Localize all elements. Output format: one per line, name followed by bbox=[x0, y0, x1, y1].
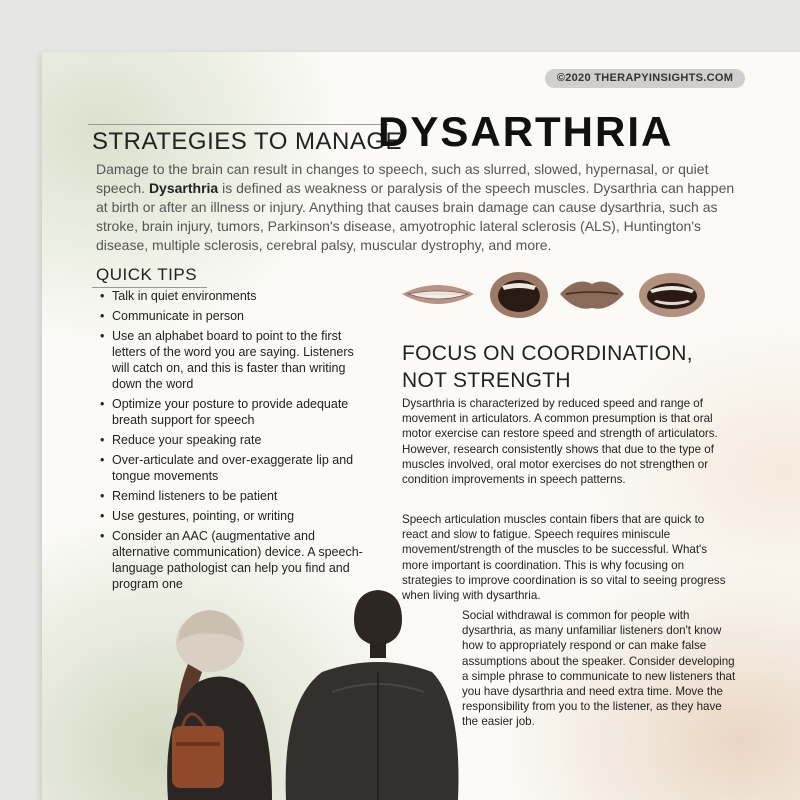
list-item: • Remind listeners to be patient bbox=[100, 488, 370, 504]
list-item: • Use an alphabet board to point to the first letters of the word you are saying. Listeners will catch on, and this is faster than writing down the word bbox=[100, 328, 370, 392]
list-item: • Optimize your posture to provide adequate breath support for speech bbox=[100, 396, 370, 428]
wide-open-mouth-icon bbox=[636, 270, 708, 320]
quick-tips-heading: QUICK TIPS bbox=[96, 265, 198, 284]
title-prefix: STRATEGIES TO MANAGE bbox=[92, 128, 403, 155]
list-item: • Use gestures, pointing, or writing bbox=[100, 508, 370, 524]
open-mouth-icon bbox=[488, 270, 550, 320]
focus-paragraph-1: Dysarthria is characterized by reduced speed and range of movement in articulators. A common presumption is that oral motor exercise can restore speed and strength of articulators. However, research consistently shows that due to the type of muscles involved, oral motor exercises do not strengthen or condition improvements in speech patterns. bbox=[402, 397, 718, 487]
list-item: • Communicate in person bbox=[100, 308, 370, 324]
page-title: DYSARTHRIA bbox=[378, 108, 674, 155]
smiling-lips-icon bbox=[398, 270, 478, 318]
focus-paragraph-2: Speech articulation muscles contain fibers that are quick to react and slow to fatigue. Speech requires miniscule movement/strength of the muscles to be successful. What's more important is coordination. This is why focusing on strategies to improve coordination is so vital to seeing progress when living with dysarthria. bbox=[402, 513, 726, 603]
couple-sitting-photo bbox=[132, 572, 462, 800]
intro-term: Dysarthria bbox=[148, 180, 219, 196]
focus-heading-line-1: FOCUS ON COORDINATION, bbox=[402, 342, 693, 365]
copyright-badge: ©2020 THERAPYINSIGHTS.COM bbox=[545, 69, 745, 88]
quick-tips-list bbox=[100, 288, 370, 596]
intro-text-2: is defined as weakness or paralysis of the speech muscles. Dysarthria can happen at birth or after an illness or injury. Anything that causes brain damage can cause dysarthria, such as stroke, brain injury, tumors, Parkinson's disease, amyotrophic lateral sclerosis (ALS), Huntington's disease, multiple sclerosis, cerebral palsy, muscular dystrophy, and more. bbox=[96, 180, 735, 253]
intro-text-1: Damage to the brain can result in changes to speech, such as slurred, slowed, hypernasal, or quiet speech. bbox=[96, 161, 709, 196]
title-divider bbox=[88, 124, 388, 125]
list-item: • Reduce your speaking rate bbox=[100, 432, 370, 448]
handout-page bbox=[42, 52, 800, 800]
pursed-lips-icon bbox=[556, 270, 628, 318]
focus-heading bbox=[402, 340, 732, 394]
list-item: • Over-articulate and over-exaggerate lip and tongue movements bbox=[100, 452, 370, 484]
list-item: • Consider an AAC (augmentative and alternative communication) device. A speech-language pathologist can help you find and program one bbox=[100, 528, 370, 592]
focus-paragraph-3: Social withdrawal is common for people with dysarthria, as many unfamiliar listeners don't know how to appropriately respond or can make false assumptions about the speaker. Consider developing a simple phrase to communicate to new listeners that you have dysarthria and need extra time. Move the responsibility from you to the listener, as they have the easier job. bbox=[462, 609, 736, 729]
intro-paragraph bbox=[96, 160, 736, 255]
focus-heading-line-2: NOT STRENGTH bbox=[402, 369, 571, 392]
list-item: • Talk in quiet environments bbox=[100, 288, 370, 304]
